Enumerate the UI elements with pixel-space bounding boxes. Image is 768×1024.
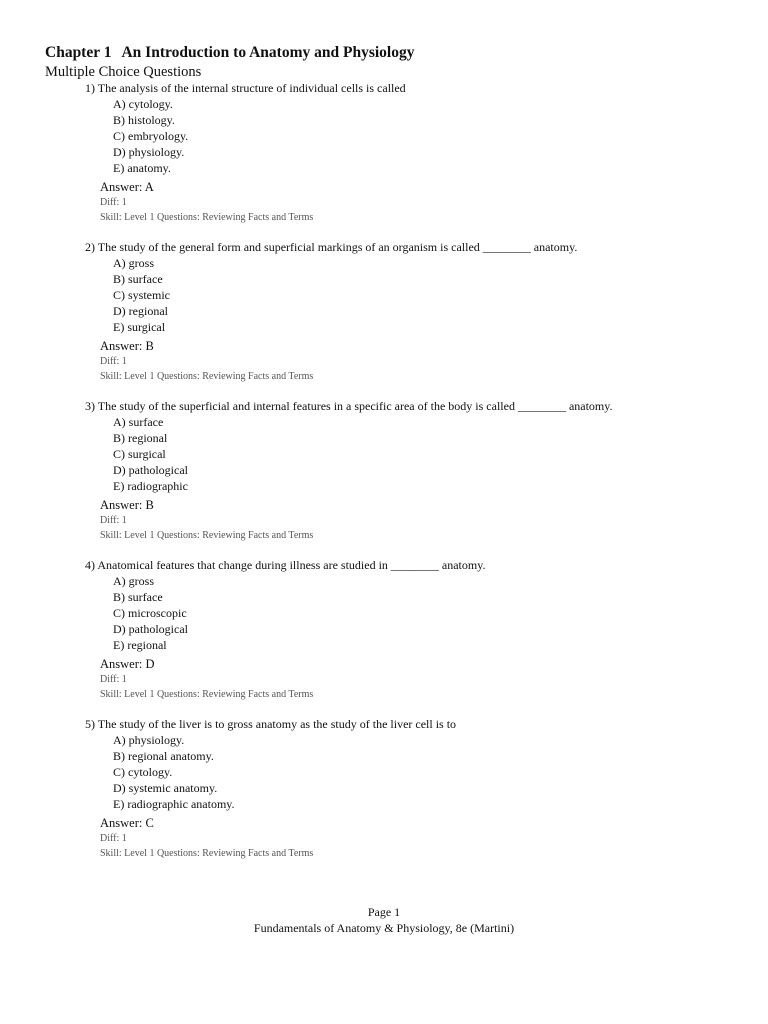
choice-list xyxy=(85,96,745,176)
choice-item: A) physiology. xyxy=(113,733,185,747)
skill-line: Skill: Level 1 Questions: Reviewing Facts and Terms xyxy=(100,689,314,700)
choice-item: C) surgical xyxy=(113,447,166,461)
choice-item: C) cytology. xyxy=(113,765,173,779)
difficulty-line: Diff: 1 xyxy=(100,515,127,526)
choice-item: B) regional anatomy. xyxy=(113,749,214,763)
choice-item: E) radiographic xyxy=(113,479,188,493)
choice-item: E) anatomy. xyxy=(113,161,171,175)
section-title: Multiple Choice Questions xyxy=(45,64,202,80)
choice-item: D) pathological xyxy=(113,463,188,477)
chapter-number: Chapter 1 xyxy=(45,44,112,61)
choice-item: E) radiographic anatomy. xyxy=(113,797,235,811)
choice-item: D) regional xyxy=(113,304,168,318)
chapter-title xyxy=(45,44,414,62)
answer-line: Answer: C xyxy=(100,816,154,830)
choice-list xyxy=(85,732,745,812)
question-4 xyxy=(85,557,745,702)
question-stem: 4) Anatomical features that change during illness are studied in ________ anatomy. xyxy=(85,558,486,572)
choice-item: A) surface xyxy=(113,415,164,429)
choice-list xyxy=(85,255,745,335)
choice-item: E) regional xyxy=(113,638,167,652)
choice-item: D) pathological xyxy=(113,622,188,636)
skill-line: Skill: Level 1 Questions: Reviewing Facts and Terms xyxy=(100,212,314,223)
question-stem: 2) The study of the general form and superficial markings of an organism is called ________ anatomy. xyxy=(85,240,578,254)
choice-item: A) cytology. xyxy=(113,97,173,111)
choice-item: C) microscopic xyxy=(113,606,187,620)
choice-item: D) physiology. xyxy=(113,145,185,159)
question-stem: 3) The study of the superficial and internal features in a specific area of the body is called ________ anatomy. xyxy=(85,399,613,413)
answer-line: Answer: B xyxy=(100,498,154,512)
choice-item: B) surface xyxy=(113,272,163,286)
choice-item: A) gross xyxy=(113,574,154,588)
difficulty-line: Diff: 1 xyxy=(100,833,127,844)
answer-line: Answer: B xyxy=(100,339,154,353)
choice-item: C) systemic xyxy=(113,288,170,302)
choice-item: D) systemic anatomy. xyxy=(113,781,218,795)
page-footer xyxy=(0,904,768,936)
book-title: Fundamentals of Anatomy & Physiology, 8e (Martini) xyxy=(253,921,515,935)
answer-line: Answer: D xyxy=(100,657,155,671)
choice-item: E) surgical xyxy=(113,320,166,334)
question-1 xyxy=(85,80,745,225)
choice-item: B) histology. xyxy=(113,113,175,127)
difficulty-line: Diff: 1 xyxy=(100,356,127,367)
choice-item: A) gross xyxy=(113,256,154,270)
choice-list xyxy=(85,414,745,494)
question-5 xyxy=(85,716,745,861)
choice-list xyxy=(85,573,745,653)
page-number: Page 1 xyxy=(367,905,401,919)
skill-line: Skill: Level 1 Questions: Reviewing Facts and Terms xyxy=(100,848,314,859)
choice-item: C) embryology. xyxy=(113,129,189,143)
question-stem: 5) The study of the liver is to gross anatomy as the study of the liver cell is to xyxy=(85,717,457,731)
difficulty-line: Diff: 1 xyxy=(100,197,127,208)
chapter-name: An Introduction to Anatomy and Physiology xyxy=(121,44,415,61)
question-3 xyxy=(85,398,745,543)
choice-item: B) regional xyxy=(113,431,168,445)
difficulty-line: Diff: 1 xyxy=(100,674,127,685)
question-stem: 1) The analysis of the internal structure of individual cells is called xyxy=(85,81,406,95)
choice-item: B) surface xyxy=(113,590,163,604)
answer-line: Answer: A xyxy=(100,180,154,194)
skill-line: Skill: Level 1 Questions: Reviewing Facts and Terms xyxy=(100,371,314,382)
question-2 xyxy=(85,239,745,384)
skill-line: Skill: Level 1 Questions: Reviewing Facts and Terms xyxy=(100,530,314,541)
